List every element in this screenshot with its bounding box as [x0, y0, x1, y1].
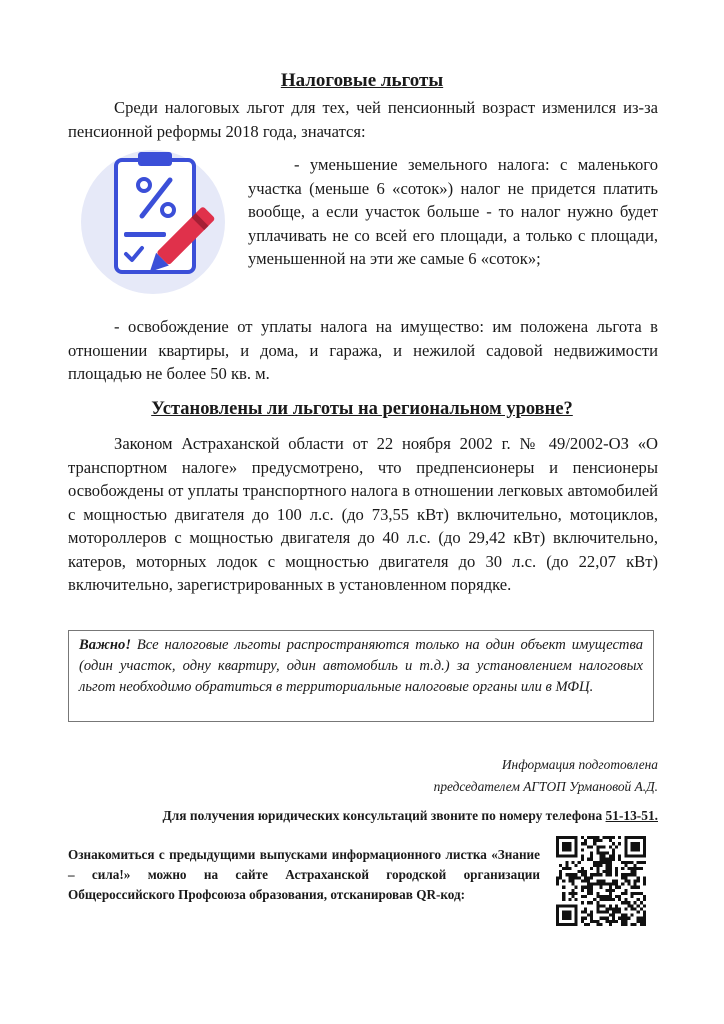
qr-code[interactable]	[556, 836, 646, 926]
regional-paragraph: Законом Астраханской области от 22 ноября 2002 г. № 49/2002-ОЗ «О транспортном налоге» предусмотрено, что предпенсионеры и пенсионеры освобождены от уплаты транспортного налога в отношении легковых автомобилей с мощностью двигателя до 100 л.с. (до 73,55 кВт) включительно, мотоциклов, мотороллеров с мощностью двигателя до 40 л.с. (до 29,42 кВт) включительно, катеров, моторных лодок с мощностью двигателя до 30 л.с. (до 22,07 кВт) включительно, зарегистрированных в установленном порядке.	[68, 434, 658, 594]
important-text: Все налоговые льготы распространяются только на один объект имущества (один участок, одну квартиру, один автомобиль и т.д.) за установлением налоговых льгот необходимо обратиться в территориальные налоговые органы или в МФЦ.	[79, 637, 643, 695]
credit-line-2: председателем АГТОП Урмановой А.Д.	[433, 779, 658, 794]
tax-document-percent-pen-icon	[68, 140, 238, 305]
intro-paragraph: Среди налоговых льгот для тех, чей пенсионный возраст изменился из-за пенсионной реформы 2018 года, значатся:	[68, 98, 658, 141]
phone-text: Для получения юридических консультаций звоните по номеру телефона	[162, 808, 606, 823]
phone-number[interactable]: 51-13-51.	[605, 808, 658, 823]
credit-line-1: Информация подготовлена	[501, 757, 658, 772]
bullet-land-tax: - уменьшение земельного налога: с маленького участка (меньше 6 «соток») налог не придется платить вообще, а если участок больше - то налог нужно будет уплачивать не со всей его площади, а только с площади, уменьшенной на эти же самые 6 «соток»;	[248, 155, 658, 268]
credit-block	[300, 754, 658, 798]
bullet-property-tax: - освобождение от уплаты налога на имущество: им положена льгота в отношении квартиры, и дома, и гаража, и нежилой садовой недвижимости площадью не более 50 кв. м.	[68, 317, 658, 383]
phone-line	[68, 808, 658, 824]
important-notice-box	[68, 630, 654, 722]
important-label: Важно!	[79, 637, 132, 653]
tax-document-illustration	[68, 140, 238, 305]
footer-paragraph: Ознакомиться с предыдущими выпусками информационного листка «Знание – сила!» можно на сайте Астраханской городской организации Общероссийского Профсоюза образования, отсканировав QR-код:	[68, 847, 540, 902]
page-title: Налоговые льготы	[280, 70, 444, 91]
section-subtitle: Установлены ли льготы на региональном уровне?	[151, 399, 573, 419]
qr-code-icon	[556, 836, 646, 926]
